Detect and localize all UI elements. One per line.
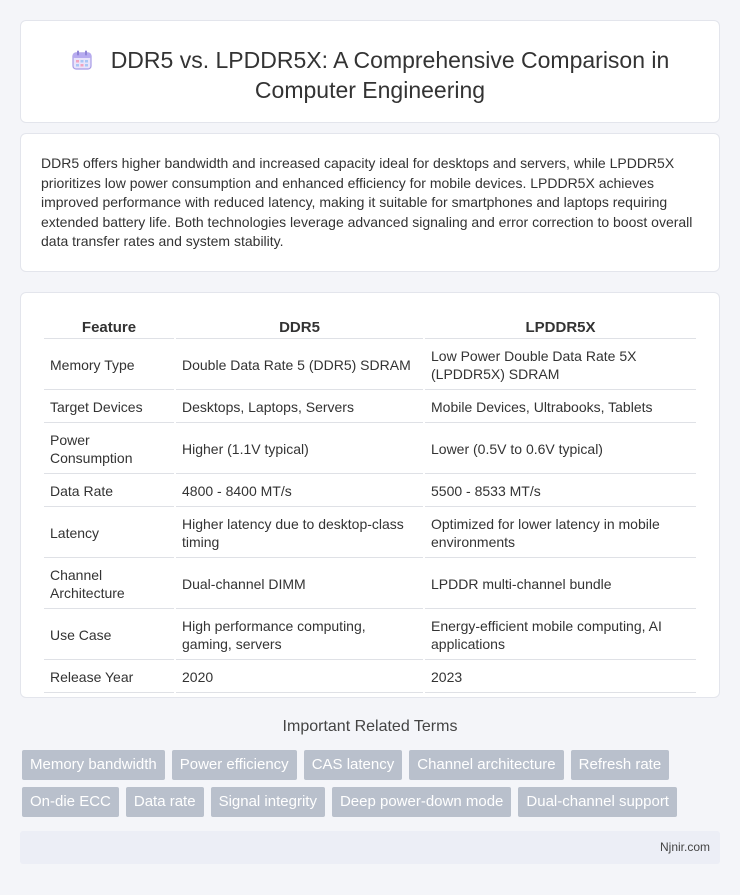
table-row bbox=[44, 425, 696, 474]
lpddr5x-cell: Lower (0.5V to 0.6V typical) bbox=[425, 425, 696, 474]
feature-cell: Use Case bbox=[44, 611, 174, 660]
tag-refresh-rate[interactable]: Refresh rate bbox=[571, 750, 670, 780]
header-feature: Feature bbox=[44, 315, 174, 339]
ddr5-cell: Higher (1.1V typical) bbox=[176, 425, 423, 474]
title-line-2: Computer Engineering bbox=[254, 77, 486, 103]
feature-cell: Latency bbox=[44, 509, 174, 558]
table-row bbox=[44, 662, 696, 693]
tag-on-die-ecc[interactable]: On-die ECC bbox=[22, 787, 119, 817]
tag-channel-architecture[interactable]: Channel architecture bbox=[409, 750, 563, 780]
tag-cas-latency[interactable]: CAS latency bbox=[304, 750, 403, 780]
table-header-row bbox=[44, 315, 696, 339]
summary-text: DDR5 offers higher bandwidth and increased capacity ideal for desktops and servers, while LPDDR5X prioritizes low power consumption and enhanced efficiency for mobile devices. LPDDR5X achieves improved performance with reduced latency, making it suitable for smartphones and laptops requiring extended battery life. Both technologies leverage advanced signaling and error correction to boost overall data transfer rates and system stability. bbox=[41, 155, 693, 249]
lpddr5x-cell: Mobile Devices, Ultrabooks, Tablets bbox=[425, 392, 696, 423]
ddr5-cell: Dual-channel DIMM bbox=[176, 560, 423, 609]
comparison-table-card bbox=[20, 292, 720, 698]
tag-data-rate[interactable]: Data rate bbox=[126, 787, 204, 817]
header-lpddr5x: LPDDR5X bbox=[425, 315, 696, 339]
ddr5-cell: Double Data Rate 5 (DDR5) SDRAM bbox=[176, 341, 423, 390]
related-terms-title: Important Related Terms bbox=[282, 718, 458, 735]
feature-cell: Power Consumption bbox=[44, 425, 174, 474]
table-row bbox=[44, 476, 696, 507]
lpddr5x-cell: 2023 bbox=[425, 662, 696, 693]
footer bbox=[20, 831, 720, 864]
tag-dual-channel-support[interactable]: Dual-channel support bbox=[518, 787, 677, 817]
tag-deep-power-down-mode[interactable]: Deep power-down mode bbox=[332, 787, 511, 817]
ddr5-cell: Desktops, Laptops, Servers bbox=[176, 392, 423, 423]
title-line-1: DDR5 vs. LPDDR5X: A Comprehensive Comparison in bbox=[110, 47, 670, 73]
title-card bbox=[20, 20, 720, 123]
feature-cell: Channel Architecture bbox=[44, 560, 174, 609]
feature-cell: Memory Type bbox=[44, 341, 174, 390]
table-row bbox=[44, 392, 696, 423]
summary-card bbox=[20, 133, 720, 272]
footer-site[interactable]: Njnir.com bbox=[659, 840, 710, 854]
tag-signal-integrity[interactable]: Signal integrity bbox=[211, 787, 325, 817]
ddr5-cell: High performance computing, gaming, servers bbox=[176, 611, 423, 660]
tag-memory-bandwidth[interactable]: Memory bandwidth bbox=[22, 750, 165, 780]
ddr5-cell: Higher latency due to desktop-class timing bbox=[176, 509, 423, 558]
lpddr5x-cell: 5500 - 8533 MT/s bbox=[425, 476, 696, 507]
table-row bbox=[44, 560, 696, 609]
tag-row bbox=[22, 750, 712, 780]
header-ddr5: DDR5 bbox=[176, 315, 423, 339]
lpddr5x-cell: Low Power Double Data Rate 5X (LPDDR5X) SDRAM bbox=[425, 341, 696, 390]
related-terms-list bbox=[22, 750, 712, 824]
lpddr5x-cell: LPDDR multi-channel bundle bbox=[425, 560, 696, 609]
ddr5-cell: 4800 - 8400 MT/s bbox=[176, 476, 423, 507]
tag-power-efficiency[interactable]: Power efficiency bbox=[172, 750, 297, 780]
table-row bbox=[44, 341, 696, 390]
feature-cell: Data Rate bbox=[44, 476, 174, 507]
page-title bbox=[21, 45, 719, 105]
table-row bbox=[44, 509, 696, 558]
comparison-table bbox=[42, 313, 698, 695]
feature-cell: Release Year bbox=[44, 662, 174, 693]
tag-row bbox=[22, 787, 712, 817]
lpddr5x-cell: Energy-efficient mobile computing, AI applications bbox=[425, 611, 696, 660]
table-row bbox=[44, 611, 696, 660]
ddr5-cell: 2020 bbox=[176, 662, 423, 693]
lpddr5x-cell: Optimized for lower latency in mobile environments bbox=[425, 509, 696, 558]
calendar-icon bbox=[71, 49, 93, 71]
feature-cell: Target Devices bbox=[44, 392, 174, 423]
